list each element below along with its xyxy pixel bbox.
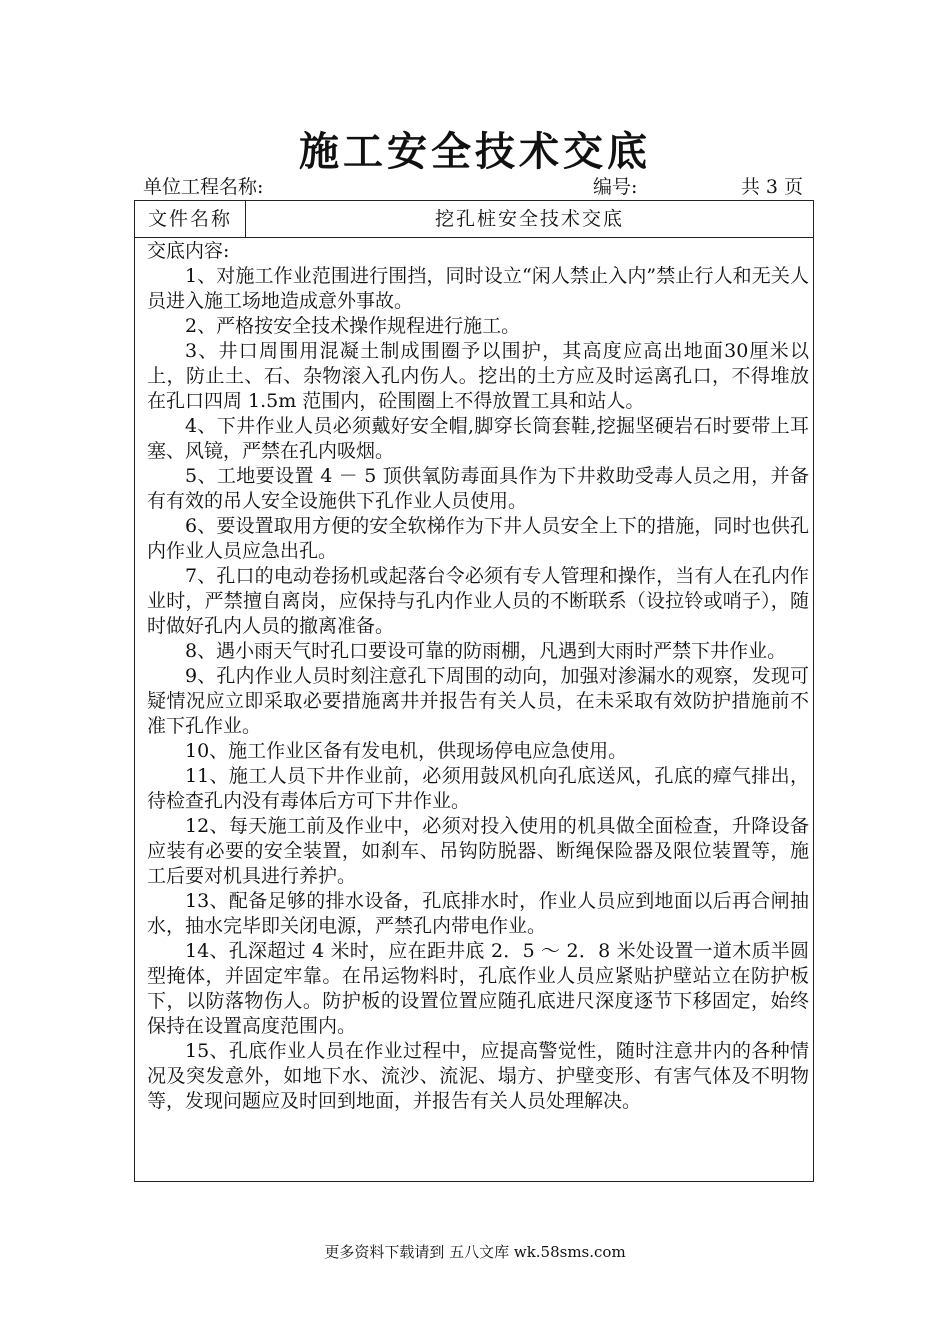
file-name-value: 挖孔桩安全技术交底: [434, 208, 624, 230]
page-count: 共 3 页: [740, 176, 803, 198]
content-item: 13、配备足够的排水设备，孔底排水时，作业人员应到地面以后再合闸抽水，抽水完毕即关闭电源，严禁孔内带电作业。: [147, 890, 809, 937]
briefing-table: [134, 200, 814, 1182]
content-heading: 交底内容:: [147, 240, 230, 262]
content-item: 11、施工人员下井作业前，必须用鼓风机向孔底送风，孔底的瘴气排出，待检查孔内没有毒体后方可下井作业。: [147, 765, 809, 812]
content-item: 2、严格按安全技术操作规程进行施工。: [185, 315, 521, 337]
content-item: 5、工地要设置 4 － 5 顶供氧防毒面具作为下井救助受毒人员之用，并备有有效的吊人安全设施供下孔作业人员使用。: [147, 465, 809, 512]
content-item: 14、孔深超过 4 米时，应在距井底 2．5 ～ 2．8 米处设置一道木质半圆型掩体，并固定牢靠。在吊运物料时，孔底作业人员应紧贴护壁站立在防护板下，以防落物伤人。防护板的设置位置应随孔底进尺深度逐节下移固定，始终保持在设置高度范围内。: [147, 940, 809, 1037]
content-item: 1、对施工作业范围进行围挡，同时设立“闲人禁止入内”禁止行人和无关人员进入施工场地造成意外事故。: [147, 265, 809, 312]
footer-note: 更多资料下载请到 五八文库 wk.58sms.com: [324, 1243, 626, 1261]
header-meta: [143, 174, 803, 200]
content-item: 8、遇小雨天气时孔口要设可靠的防雨棚，凡遇到大雨时严禁下井作业。: [185, 640, 787, 662]
content-item: 6、要设置取用方便的安全软梯作为下井人员安全上下的措施，同时也供孔内作业人员应急出孔。: [147, 515, 809, 562]
briefing-content: [147, 239, 809, 1114]
content-item: 4、下井作业人员必须戴好安全帽,脚穿长筒套鞋,挖掘坚硬岩石时要带上耳塞、风镜，严禁在孔内吸烟。: [147, 415, 809, 462]
file-name-row: [135, 201, 813, 238]
document-number-label: 编号:: [593, 176, 638, 198]
unit-project-name-label: 单位工程名称:: [143, 176, 264, 198]
content-item: 15、孔底作业人员在作业过程中，应提高警觉性，随时注意井内的各种情况及突发意外，如地下水、流沙、流泥、塌方、护壁变形、有害气体及不明物等，发现问题应及时回到地面，并报告有关人员处理解决。: [147, 1040, 809, 1112]
file-name-label: 文件名称: [135, 201, 246, 237]
content-item: 9、孔内作业人员时刻注意孔下周围的动向，加强对渗漏水的观察，发现可疑情况应立即采取必要措施离井并报告有关人员，在未采取有效防护措施前不准下孔作业。: [147, 665, 809, 737]
content-item: 10、施工作业区备有发电机，供现场停电应急使用。: [185, 740, 628, 762]
content-item: 7、孔口的电动卷扬机或起落台令必须有专人管理和操作，当有人在孔内作业时，严禁擅自离岗，应保持与孔内作业人员的不断联系（设拉铃或哨子），随时做好孔内人员的撤离准备。: [147, 565, 809, 637]
content-item: 12、每天施工前及作业中，必须对投入使用的机具做全面检查，升降设备应装有必要的安全装置，如刹车、吊钩防脱器、断绳保险器及限位装置等，施工后要对机具进行养护。: [147, 815, 809, 887]
document-title: 施工安全技术交底: [299, 128, 651, 175]
content-item: 3、井口周围用混凝土制成围圈予以围护，其高度应高出地面30厘米以上，防止土、石、杂物滚入孔内伤人。挖出的土方应及时运离孔口，不得堆放在孔口四周 1.5m 范围内，砼围圈上不得放置工具和站人。: [147, 340, 809, 412]
